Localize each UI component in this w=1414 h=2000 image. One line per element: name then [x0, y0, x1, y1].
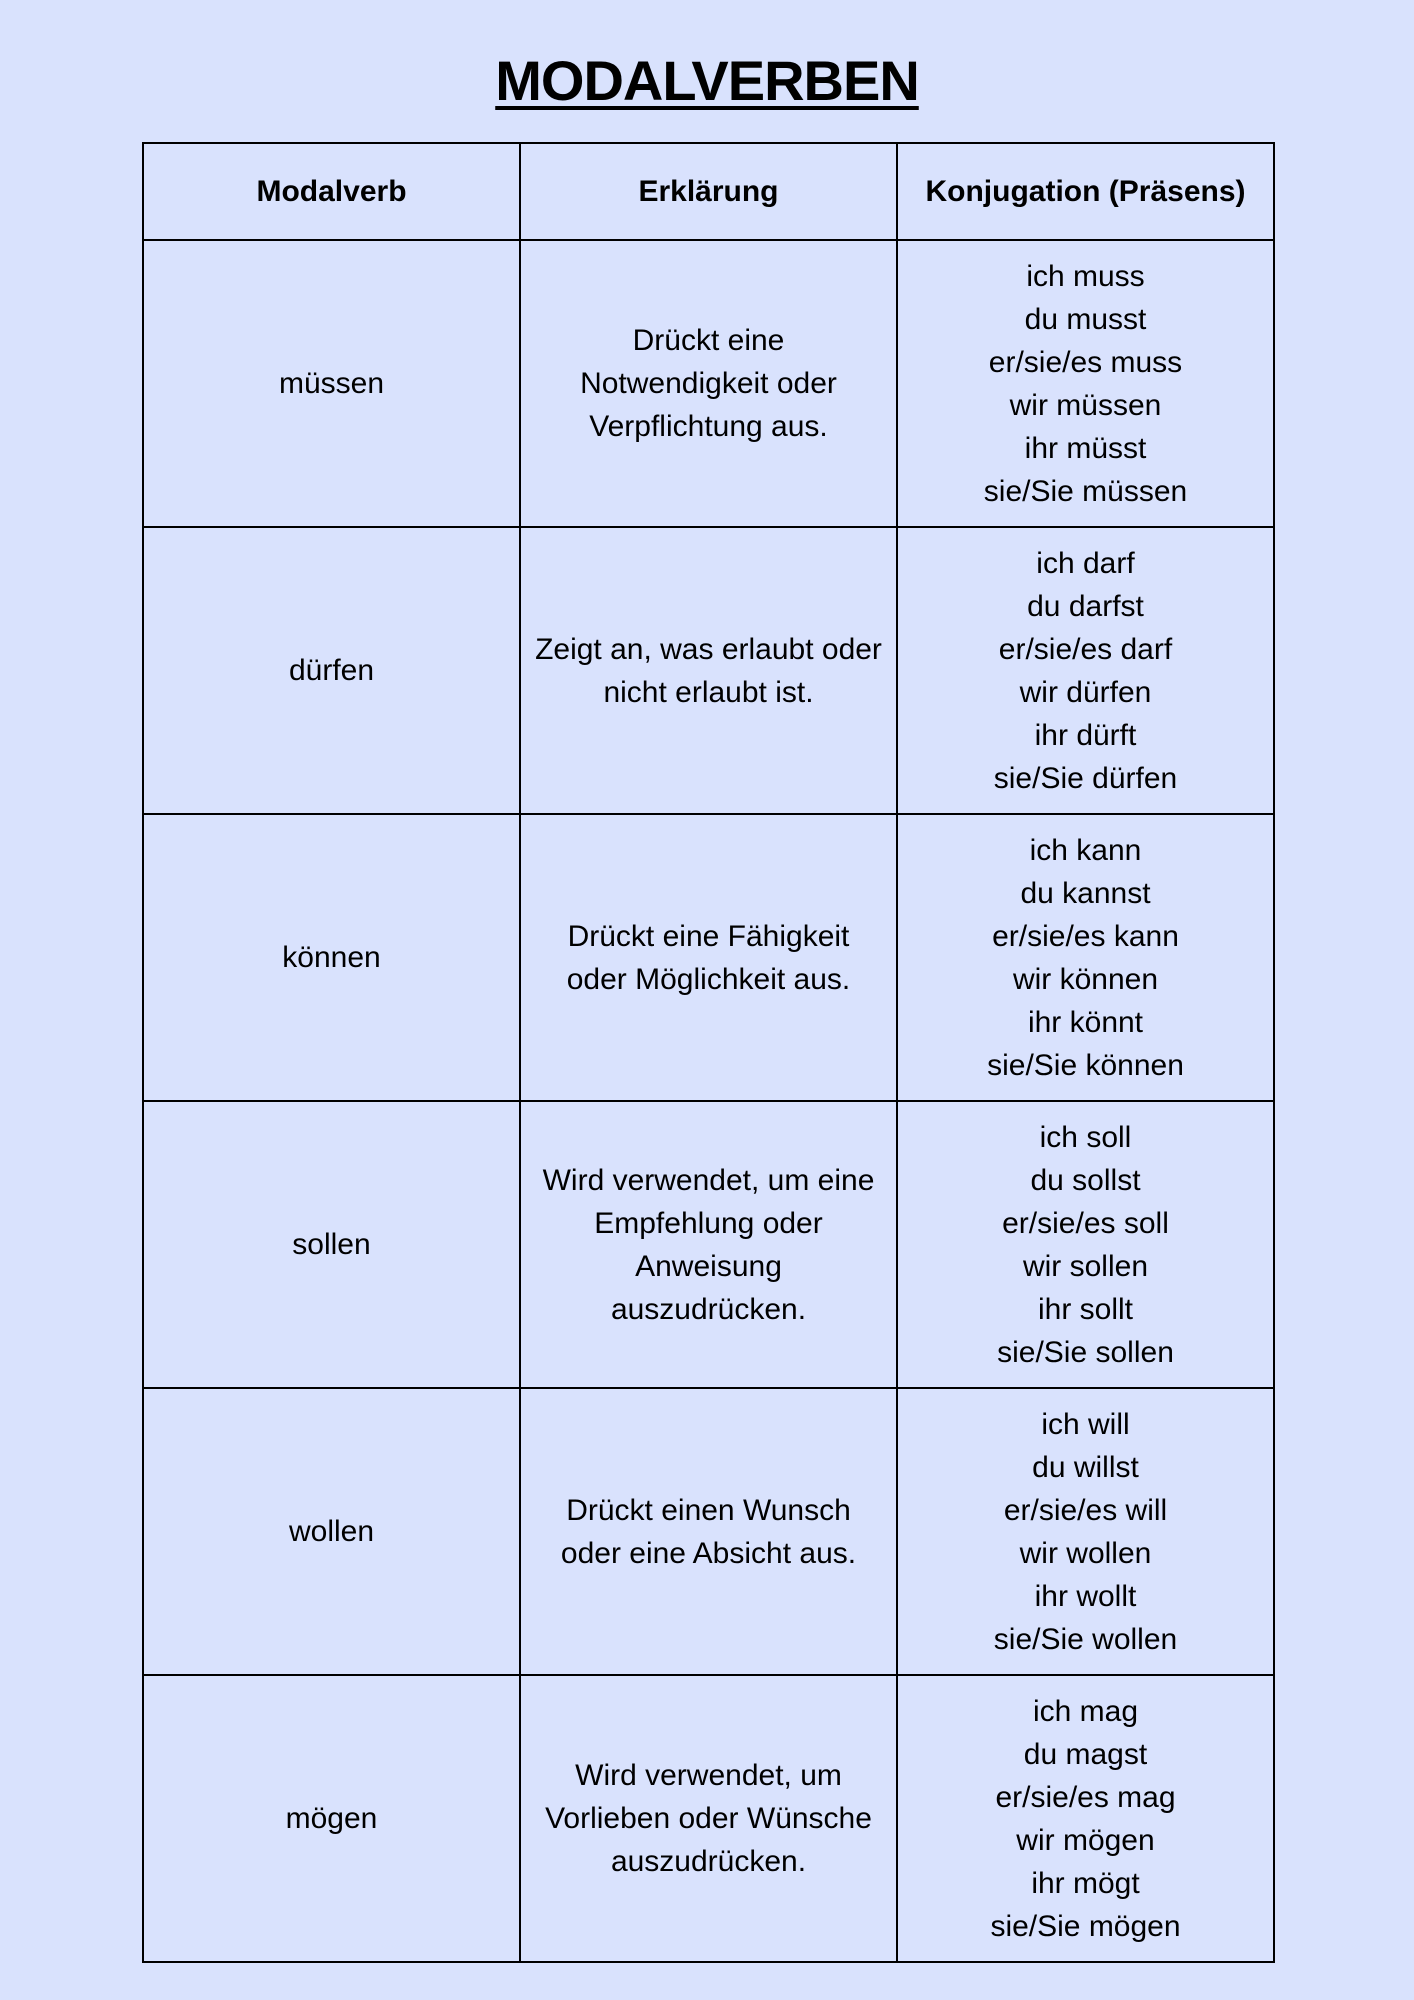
header-erklaerung: Erklärung	[520, 143, 897, 240]
conjugation-form: sie/Sie sollen	[997, 1335, 1174, 1369]
conjugation-cell	[897, 1101, 1274, 1388]
conjugation-form: ich soll	[1039, 1120, 1132, 1154]
conjugation-form: du kannst	[1020, 876, 1151, 910]
table-row	[143, 1388, 1274, 1675]
conjugation-form: er/sie/es muss	[988, 345, 1183, 379]
table-row	[143, 814, 1274, 1101]
conjugation-form: wir mögen	[1016, 1823, 1155, 1857]
conjugation-form: du sollst	[1030, 1163, 1141, 1197]
conjugation-form: ihr dürft	[1034, 718, 1137, 752]
explanation-cell: Wird verwendet, um Vorlieben oder Wünsche auszudrücken.	[520, 1675, 897, 1962]
conjugation-cell	[897, 240, 1274, 527]
explanation-cell: Drückt einen Wunsch oder eine Absicht aus.	[520, 1388, 897, 1675]
modalverb-cell: sollen	[143, 1101, 520, 1388]
table-row	[143, 527, 1274, 814]
header-modalverb: Modalverb	[143, 143, 520, 240]
conjugation-form: ich muss	[1026, 259, 1145, 293]
modalverb-cell: mögen	[143, 1675, 520, 1962]
explanation-cell: Wird verwendet, um eine Empfehlung oder Anweisung auszudrücken.	[520, 1101, 897, 1388]
modalverb-cell: können	[143, 814, 520, 1101]
conjugation-cell	[897, 1388, 1274, 1675]
modalverb-cell: wollen	[143, 1388, 520, 1675]
conjugation-form: wir dürfen	[1019, 675, 1152, 709]
conjugation-form: wir können	[1012, 962, 1159, 996]
conjugation-form: du willst	[1032, 1450, 1139, 1484]
modalverb-cell: müssen	[143, 240, 520, 527]
conjugation-form: er/sie/es will	[1003, 1493, 1168, 1527]
conjugation-form: ihr wollt	[1034, 1579, 1137, 1613]
conjugation-form: er/sie/es mag	[995, 1780, 1176, 1814]
conjugation-form: sie/Sie müssen	[983, 474, 1188, 508]
explanation-cell: Zeigt an, was erlaubt oder nicht erlaubt ist.	[520, 527, 897, 814]
explanation-cell: Drückt eine Fähigkeit oder Möglichkeit aus.	[520, 814, 897, 1101]
modal-verbs-table	[142, 142, 1275, 1963]
table-row	[143, 1675, 1274, 1962]
table-header-row	[143, 143, 1274, 240]
conjugation-form: ich mag	[1032, 1694, 1139, 1728]
conjugation-cell	[897, 1675, 1274, 1962]
page-title	[0, 46, 1414, 116]
conjugation-cell	[897, 814, 1274, 1101]
conjugation-form: du magst	[1023, 1737, 1148, 1771]
table-row	[143, 1101, 1274, 1388]
conjugation-form: ich kann	[1029, 833, 1142, 867]
conjugation-form: du darfst	[1027, 589, 1144, 623]
conjugation-form: er/sie/es kann	[992, 919, 1179, 953]
conjugation-form: du musst	[1024, 302, 1147, 336]
table-body	[143, 240, 1274, 1962]
table-row	[143, 240, 1274, 527]
explanation-cell: Drückt eine Notwendigkeit oder Verpflichtung aus.	[520, 240, 897, 527]
conjugation-form: er/sie/es darf	[998, 632, 1173, 666]
conjugation-form: ihr müsst	[1024, 431, 1147, 465]
conjugation-form: sie/Sie können	[987, 1048, 1184, 1082]
conjugation-cell	[897, 527, 1274, 814]
conjugation-form: ihr könnt	[1027, 1005, 1144, 1039]
conjugation-form: sie/Sie dürfen	[993, 761, 1178, 795]
conjugation-form: wir wollen	[1019, 1536, 1152, 1570]
conjugation-form: wir sollen	[1022, 1249, 1149, 1283]
page-title-text: MODALVERBEN	[495, 49, 919, 112]
conjugation-form: sie/Sie mögen	[990, 1909, 1181, 1943]
conjugation-form: ihr sollt	[1037, 1292, 1134, 1326]
header-konjugation: Konjugation (Präsens)	[897, 143, 1274, 240]
modalverb-cell: dürfen	[143, 527, 520, 814]
conjugation-form: ich will	[1041, 1407, 1130, 1441]
conjugation-form: ich darf	[1036, 546, 1135, 580]
conjugation-form: wir müssen	[1009, 388, 1162, 422]
conjugation-form: sie/Sie wollen	[993, 1622, 1178, 1656]
conjugation-form: er/sie/es soll	[1002, 1206, 1169, 1240]
conjugation-form: ihr mögt	[1031, 1866, 1140, 1900]
